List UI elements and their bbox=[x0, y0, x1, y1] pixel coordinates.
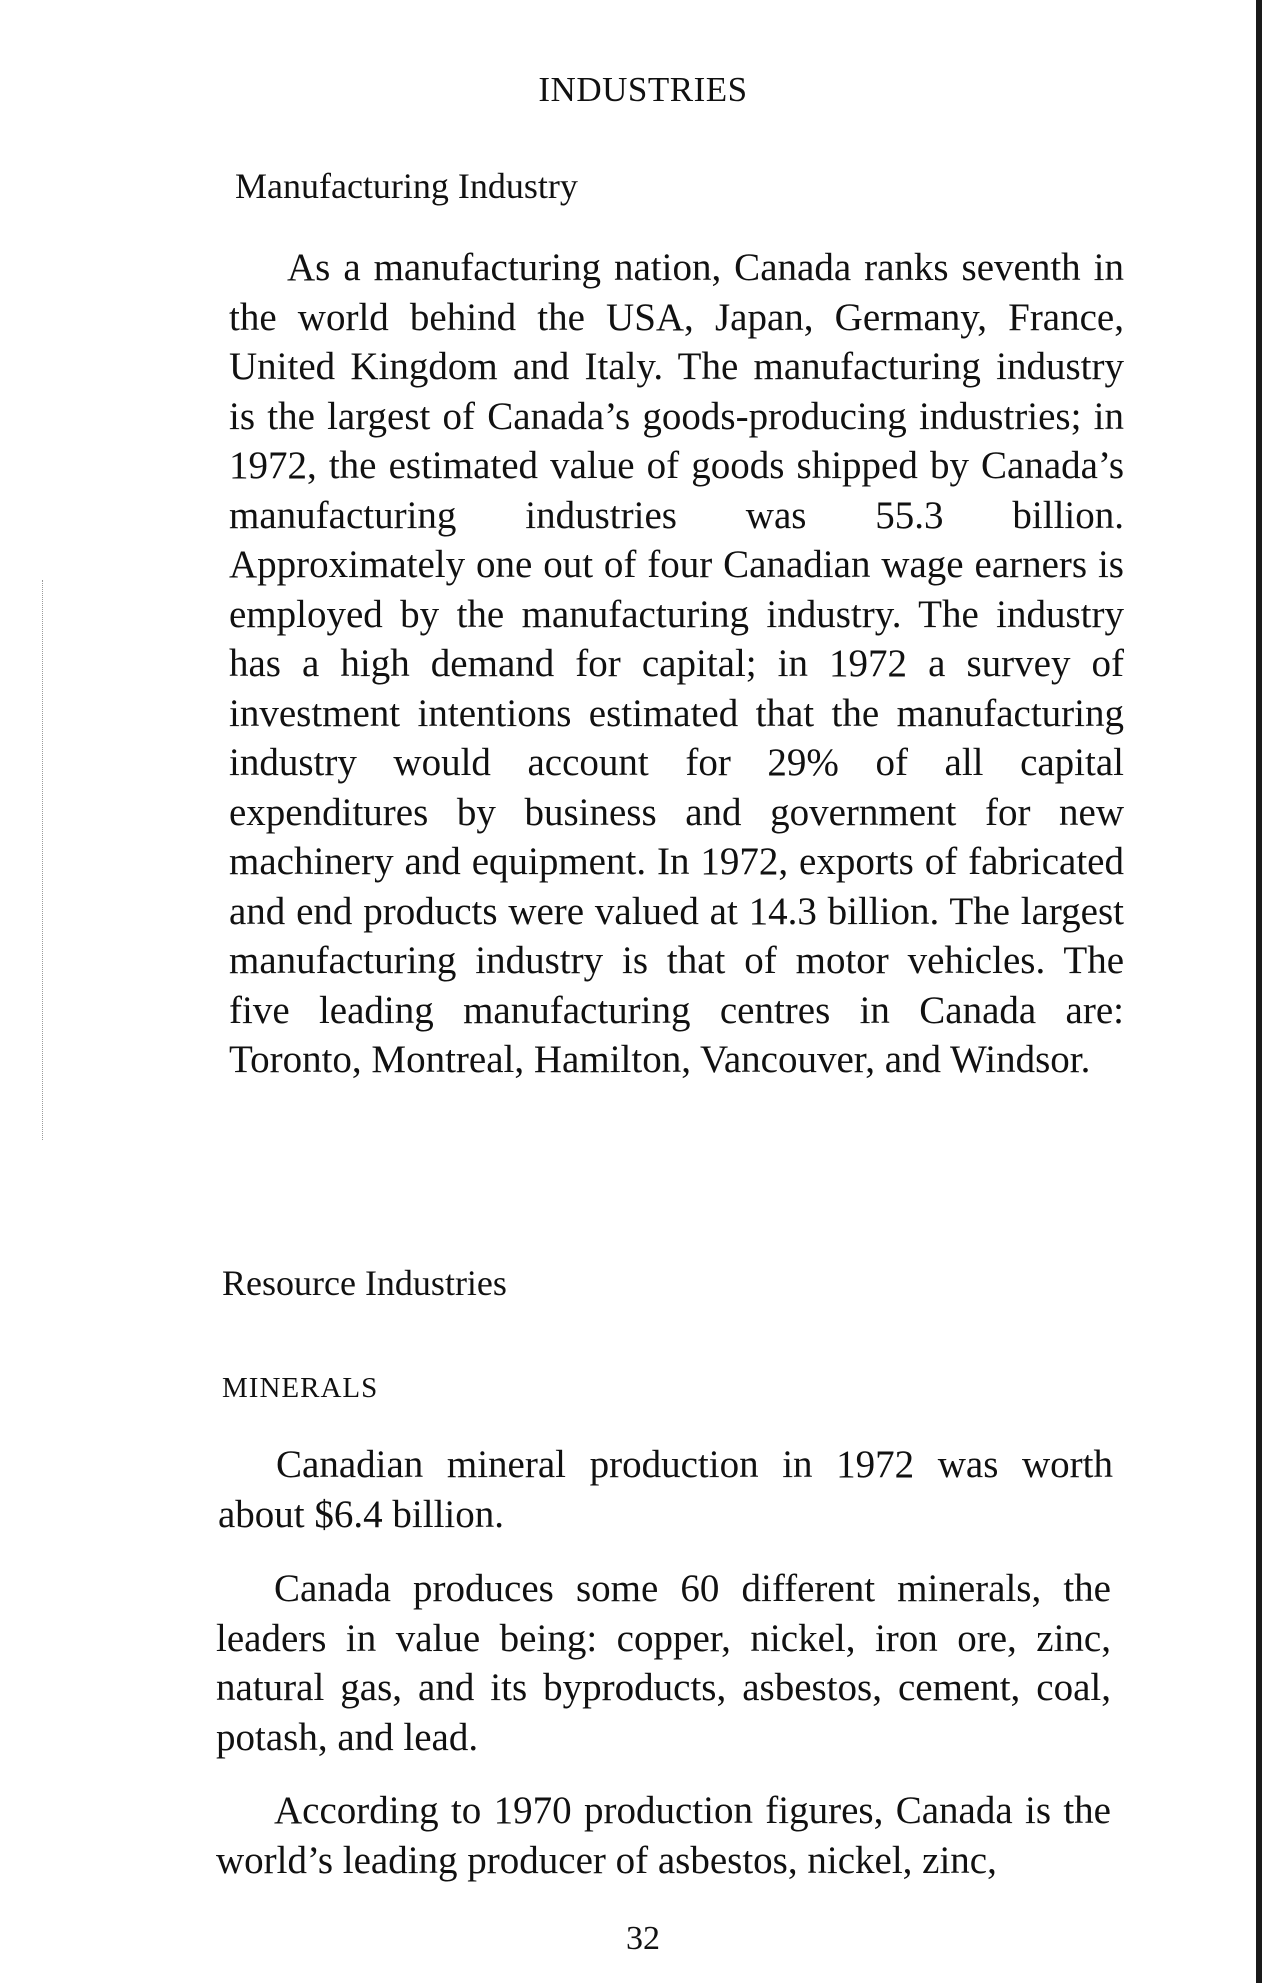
page-title: INDUSTRIES bbox=[538, 70, 748, 109]
scan-margin-marks bbox=[42, 580, 44, 1140]
minerals-paragraph-3: According to 1970 production figures, Canada is the world’s leading producer of asbestos, nickel, zinc, bbox=[216, 1789, 1111, 1882]
page-number: 32 bbox=[626, 1920, 660, 1957]
minerals-paragraph-1: Canadian mineral production in 1972 was worth about $6.4 billion. bbox=[218, 1443, 1113, 1536]
minerals-paragraph-2: Canada produces some 60 different minerals, the leaders in value being: copper, nickel, iron ore, zinc, natural gas, and its byproducts, asbestos, cement, coal, potash, and lead. bbox=[216, 1567, 1111, 1759]
subheading-minerals: MINERALS bbox=[222, 1372, 379, 1404]
manufacturing-paragraph: As a manufacturing nation, Canada ranks seventh in the world behind the USA, Japan, Germany, France, United Kingdom and Italy. The manufacturing industry is the largest of Canada’s goods-producing industries; in 1972, the estimated value of goods shipped by Canada’s manufacturing industries was 55.3 billion. Approximately one out of four Canadian wage earners is employed by the manufacturing industry. The industry has a high demand for capital; in 1972 a survey of investment intentions estimated that the manufacturing industry would account for 29% of all capital expenditures by business and government for new machinery and equipment. In 1972, exports of fabricated and end products were valued at 14.3 billion. The largest manufacturing industry is that of motor vehicles. The five leading manufacturing centres in Canada are: Toronto, Montreal, Hamilton, Vancouver, and Windsor. bbox=[229, 246, 1124, 1081]
page-edge-rule bbox=[1256, 0, 1262, 1983]
section-heading-manufacturing: Manufacturing Industry bbox=[235, 166, 578, 206]
section-heading-resource: Resource Industries bbox=[222, 1263, 507, 1303]
